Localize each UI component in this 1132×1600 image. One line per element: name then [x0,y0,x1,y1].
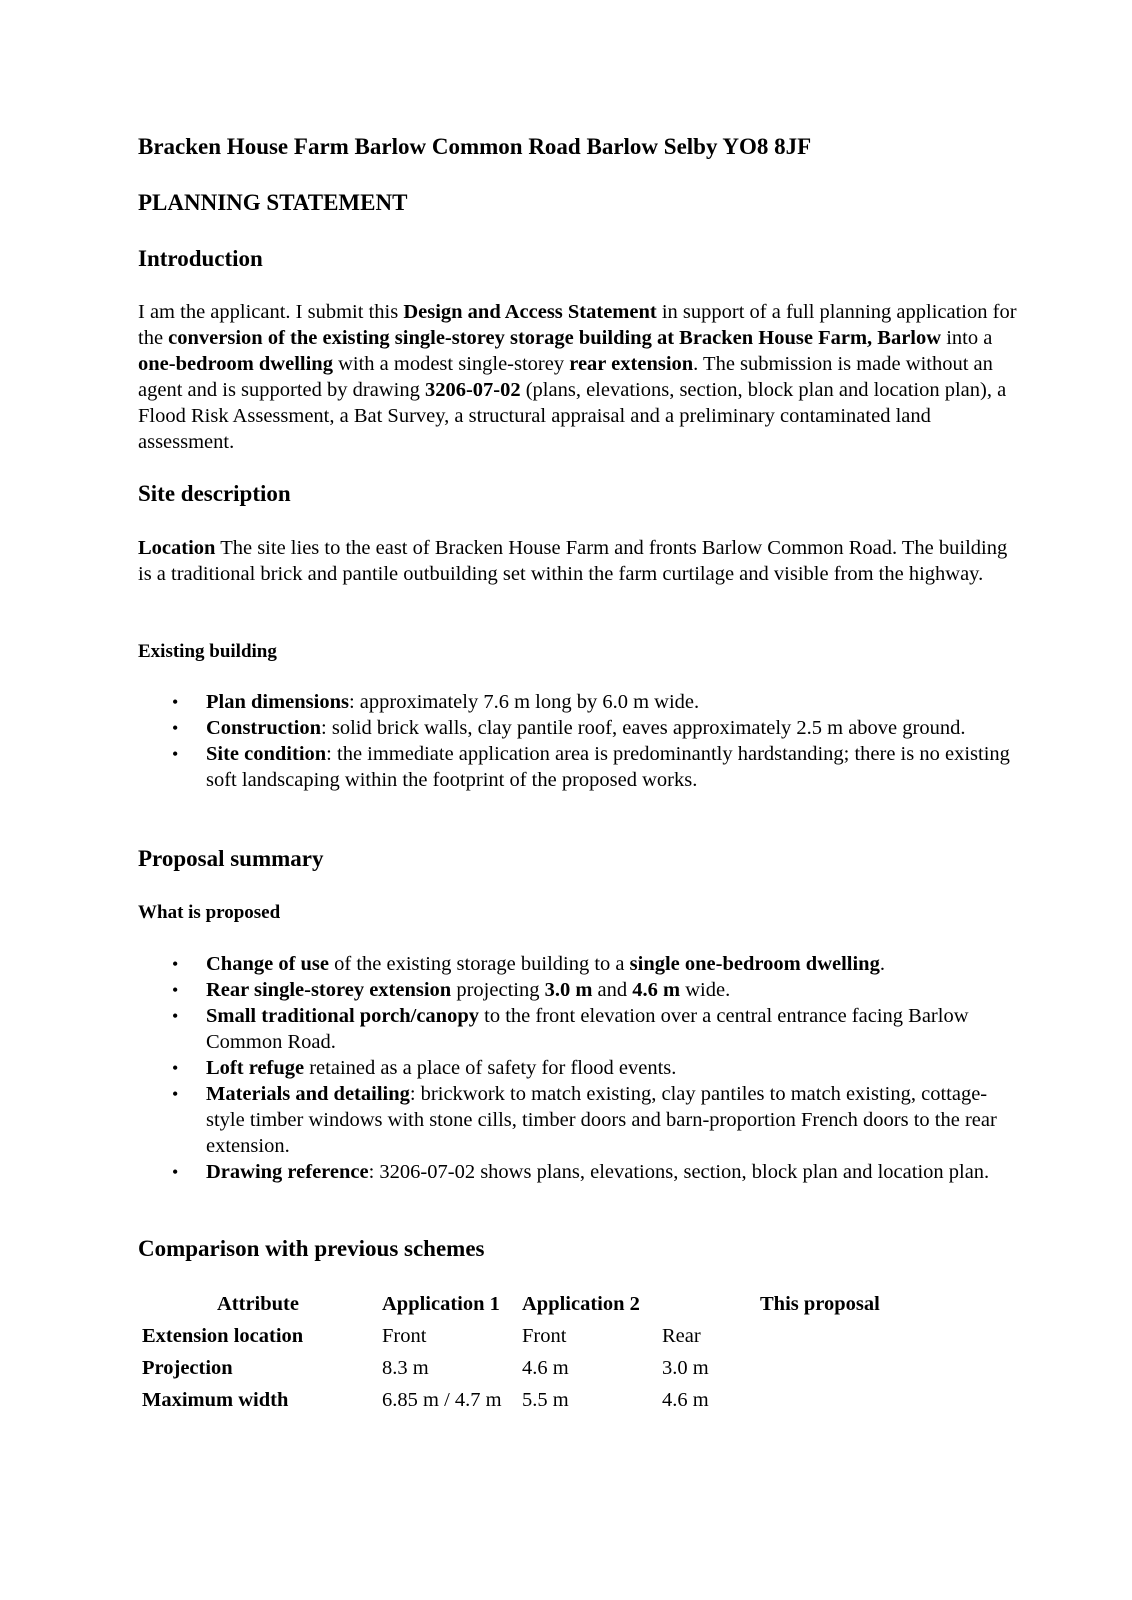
table-cell: Front [522,1325,567,1347]
text-run: : 3206-07-02 shows plans, elevations, section, block plan and location plan. [368,1161,990,1183]
text-run: retained as a place of safety for flood events. [304,1057,677,1079]
bold-text: Design and Access Statement [403,301,657,323]
row-label: Maximum width [142,1389,289,1411]
bold-text: 3206-07-02 [424,379,521,401]
table-cell: Rear [662,1325,701,1347]
table-cell: Front [382,1325,427,1347]
introduction-paragraph [138,299,1018,455]
location-text: The site lies to the east of Bracken House Farm and fronts Barlow Common Road. The building is a traditional brick and pantile outbuilding set within the farm curtilage and visible from the highway. [138,537,1008,585]
table-row [138,1389,944,1421]
table-cell: 6.85 m / 4.7 m [382,1389,502,1411]
site-description-heading: Site description [138,481,291,506]
bold-text: Change of use [206,953,330,975]
what-is-proposed-heading: What is proposed [138,902,281,923]
table-cell [756,1357,944,1389]
list-item [138,977,1018,1003]
header-attribute: Attribute [217,1293,299,1315]
table-cell: 3.0 m [662,1357,709,1379]
text-run: with a modest single-storey [332,353,570,375]
row-label: Projection [142,1357,233,1379]
bold-text: Rear single-storey extension [206,979,452,1001]
list-item [138,1003,1018,1055]
list-item [138,689,1018,715]
text-run: of the existing storage building to a [329,953,630,975]
bold-text: conversion of the existing single-storey storage building at Bracken House Farm, Barlow [168,327,942,349]
comparison-header-row [138,1293,944,1325]
existing-building-heading: Existing building [138,641,277,662]
text-run: and [592,979,633,1001]
bold-text: one-bedroom dwelling [138,353,333,375]
list-item [138,741,1018,793]
proposal-summary-heading: Proposal summary [138,846,324,871]
header-this-proposal: This proposal [760,1293,880,1315]
text-run: : brickwork to match existing, clay pantiles to match existing, cottage-style timber windows with stone cills, timber doors and barn-proportion French doors to the rear extension. [206,1083,997,1157]
text-run: (plans, elevations, section, block plan and location plan), a Flood Risk Assessment, a Bat Survey, a structural appraisal and a preliminary contaminated land assessment. [138,379,1007,453]
table-cell [756,1325,944,1357]
bold-text: Drawing reference [206,1161,369,1183]
text-run: . The submission is made without an agent and is supported by drawing [138,353,993,401]
introduction-heading: Introduction [138,246,263,271]
table-cell: 8.3 m [382,1357,429,1379]
proposal-list [138,951,1018,1185]
item-label: Construction [206,717,322,739]
table-row [138,1357,944,1389]
location-paragraph [138,535,1018,587]
table-cell: 4.6 m [662,1389,709,1411]
bold-text: 4.6 m [632,979,681,1001]
list-item [138,1081,1018,1159]
list-item [138,951,1018,977]
existing-building-list [138,689,1018,793]
comparison-table [138,1293,944,1421]
text-run: projecting [451,979,545,1001]
list-item [138,715,1018,741]
row-label: Extension location [142,1325,304,1347]
item-label: Plan dimensions [206,691,349,713]
table-cell [756,1389,944,1421]
text-run: I am the applicant. I submit this [138,301,404,323]
location-label: Location [138,537,216,559]
comparison-heading: Comparison with previous schemes [138,1236,485,1261]
text-run: into a [941,327,993,349]
item-text: : solid brick walls, clay pantile roof, eaves approximately 2.5 m above ground. [321,717,966,739]
bold-text: rear extension [569,353,694,375]
table-cell: 4.6 m [522,1357,569,1379]
table-cell: 5.5 m [522,1389,569,1411]
bold-text: single one-bedroom dwelling [629,953,880,975]
text-run: in support of a full planning application for the [138,301,1017,349]
bold-text: Materials and detailing [206,1083,410,1105]
table-row [138,1325,944,1357]
text-run: . [879,953,885,975]
text-run: wide. [680,979,731,1001]
text-run: to the front elevation over a central entrance facing Barlow Common Road. [206,1005,969,1053]
document-subtitle: PLANNING STATEMENT [138,190,408,215]
header-application-1: Application 1 [382,1293,500,1315]
item-text: : the immediate application area is predominantly hardstanding; there is no existing soft landscaping within the footprint of the proposed works. [206,743,1010,791]
item-label: Site condition [206,743,327,765]
item-text: : approximately 7.6 m long by 6.0 m wide. [348,691,700,713]
list-item [138,1055,1018,1081]
header-application-2: Application 2 [522,1293,640,1315]
document-title: Bracken House Farm Barlow Common Road Barlow Selby YO8 8JF [138,134,812,159]
header-empty [658,1293,756,1325]
bold-text: Loft refuge [206,1057,305,1079]
list-item [138,1159,1018,1185]
bold-text: 3.0 m [544,979,593,1001]
bold-text: Small traditional porch/canopy [206,1005,479,1027]
